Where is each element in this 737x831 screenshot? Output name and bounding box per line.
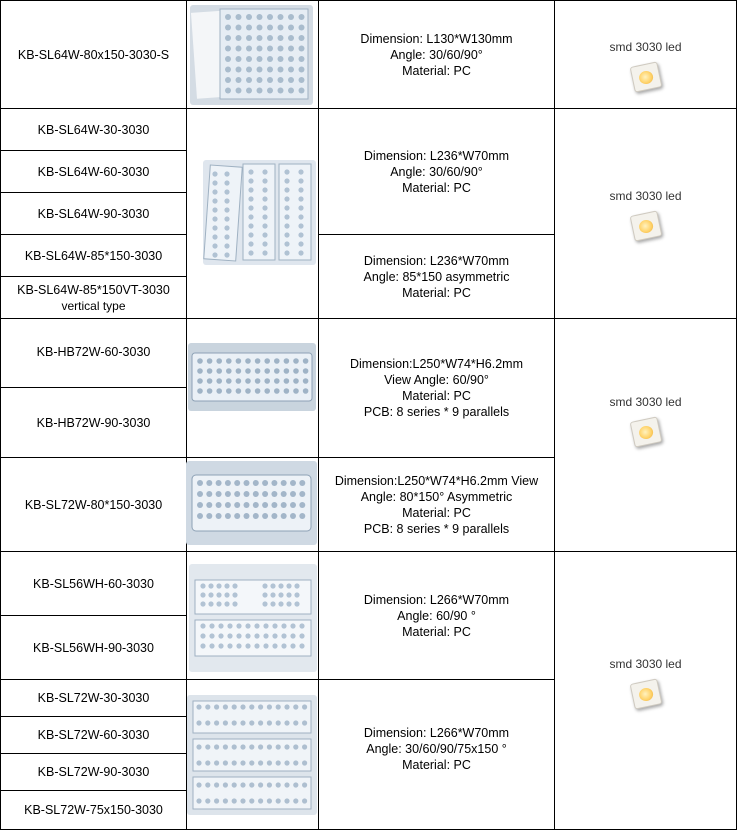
model-cell <box>1 193 186 234</box>
model-label: KB-SL64W-90-3030 <box>37 206 150 221</box>
model-label: KB-SL72W-90-3030 <box>37 765 150 779</box>
led-label: smd 3030 led <box>609 189 682 203</box>
spec-line: Material: PC <box>402 63 471 78</box>
spec-line: Material: PC <box>402 389 471 403</box>
model-label: KB-SL64W-60-3030 <box>37 164 150 179</box>
model-cell <box>1 151 186 192</box>
model-label: KB-HB72W-90-3030 <box>36 415 151 430</box>
model-cell <box>1 791 186 829</box>
spec-line: Angle: 60/90 ° <box>397 608 476 623</box>
model-cell <box>1 680 186 716</box>
model-note: vertical type <box>61 298 126 313</box>
spec-line: Dimension: L236*W70mm <box>363 253 510 268</box>
model-label: KB-SL56WH-90-3030 <box>33 640 154 655</box>
spec-line: Dimension:L250*W74*H6.2mm View <box>334 473 539 488</box>
spec-line: Material: PC <box>402 180 471 195</box>
spec-cell <box>319 552 554 679</box>
model-label: KB-SL64W-85*150-3030 <box>24 248 163 263</box>
spec-line: Material: PC <box>402 757 471 772</box>
model-cell <box>1 277 186 318</box>
model-cell <box>1 754 186 790</box>
lens-image-sl72-strips <box>187 695 317 815</box>
lens-image-hb72 <box>188 343 316 411</box>
model-label: KB-SL72W-30-3030 <box>37 691 150 705</box>
spec-line: View Angle: 60/90° <box>384 373 489 387</box>
spec-cell <box>319 1 554 108</box>
spec-line: Angle: 80*150° Asymmetric <box>360 489 513 504</box>
spec-line: PCB: 8 series * 9 parallels <box>363 521 510 536</box>
spec-line: Angle: 30/60/90° <box>390 164 483 179</box>
smd-led-chip-icon <box>629 210 662 241</box>
smd-led-chip-icon <box>629 678 662 709</box>
model-cell <box>1 717 186 753</box>
spec-cell <box>319 319 554 457</box>
model-label: KB-SL64W-85*150VT-3030 <box>17 282 170 297</box>
led-cell <box>555 189 736 239</box>
lens-image-sl72-asym <box>186 461 317 545</box>
rule <box>0 829 737 830</box>
spec-line: Material: PC <box>402 505 471 520</box>
model-label: KB-HB72W-60-3030 <box>36 345 151 359</box>
spec-line: Angle: 85*150 asymmetric <box>363 269 510 284</box>
model-cell <box>1 458 186 551</box>
model-label: KB-SL64W-30-3030 <box>37 122 150 137</box>
spec-line: Dimension: L130*W130mm <box>360 31 513 46</box>
model-label: KB-SL72W-60-3030 <box>37 728 150 742</box>
spec-line: Dimension: L266*W70mm <box>363 592 510 607</box>
model-cell <box>1 319 186 387</box>
spec-cell <box>319 235 554 318</box>
led-label: smd 3030 led <box>609 657 682 671</box>
led-label: smd 3030 led <box>609 395 682 409</box>
spec-line: Material: PC <box>402 624 471 639</box>
spec-cell <box>319 680 554 829</box>
smd-led-chip-icon <box>629 61 662 92</box>
model-cell <box>1 235 186 276</box>
spec-line: Dimension: L266*W70mm <box>363 725 510 740</box>
lens-image-strip <box>203 160 316 265</box>
led-cell <box>555 40 736 90</box>
spec-line: Dimension: L236*W70mm <box>363 148 510 163</box>
model-cell <box>1 552 186 615</box>
spec-line: Angle: 30/60/90/75x150 ° <box>366 741 507 756</box>
led-label: smd 3030 led <box>609 40 682 54</box>
model-label: KB-SL72W-80*150-3030 <box>24 497 163 512</box>
model-label: KB-SL72W-75x150-3030 <box>24 803 163 817</box>
spec-line: Angle: 30/60/90° <box>390 47 483 62</box>
lens-image-sl56wh <box>189 564 317 672</box>
lens-image-square <box>190 5 313 105</box>
model-cell <box>1 616 186 679</box>
spec-line: PCB: 8 series * 9 parallels <box>363 405 510 419</box>
model-cell <box>1 1 186 108</box>
spec-line: Dimension:L250*W74*H6.2mm <box>350 357 523 371</box>
model-label: KB-SL56WH-60-3030 <box>33 576 154 591</box>
smd-led-chip-icon <box>629 416 662 447</box>
model-cell <box>1 388 186 457</box>
led-cell <box>555 395 736 445</box>
model-cell <box>1 109 186 150</box>
spec-cell <box>319 109 554 234</box>
led-cell <box>555 657 736 707</box>
spec-cell <box>319 458 554 551</box>
model-label: KB-SL64W-80x150-3030-S <box>17 47 170 62</box>
spec-line: Material: PC <box>402 285 471 300</box>
